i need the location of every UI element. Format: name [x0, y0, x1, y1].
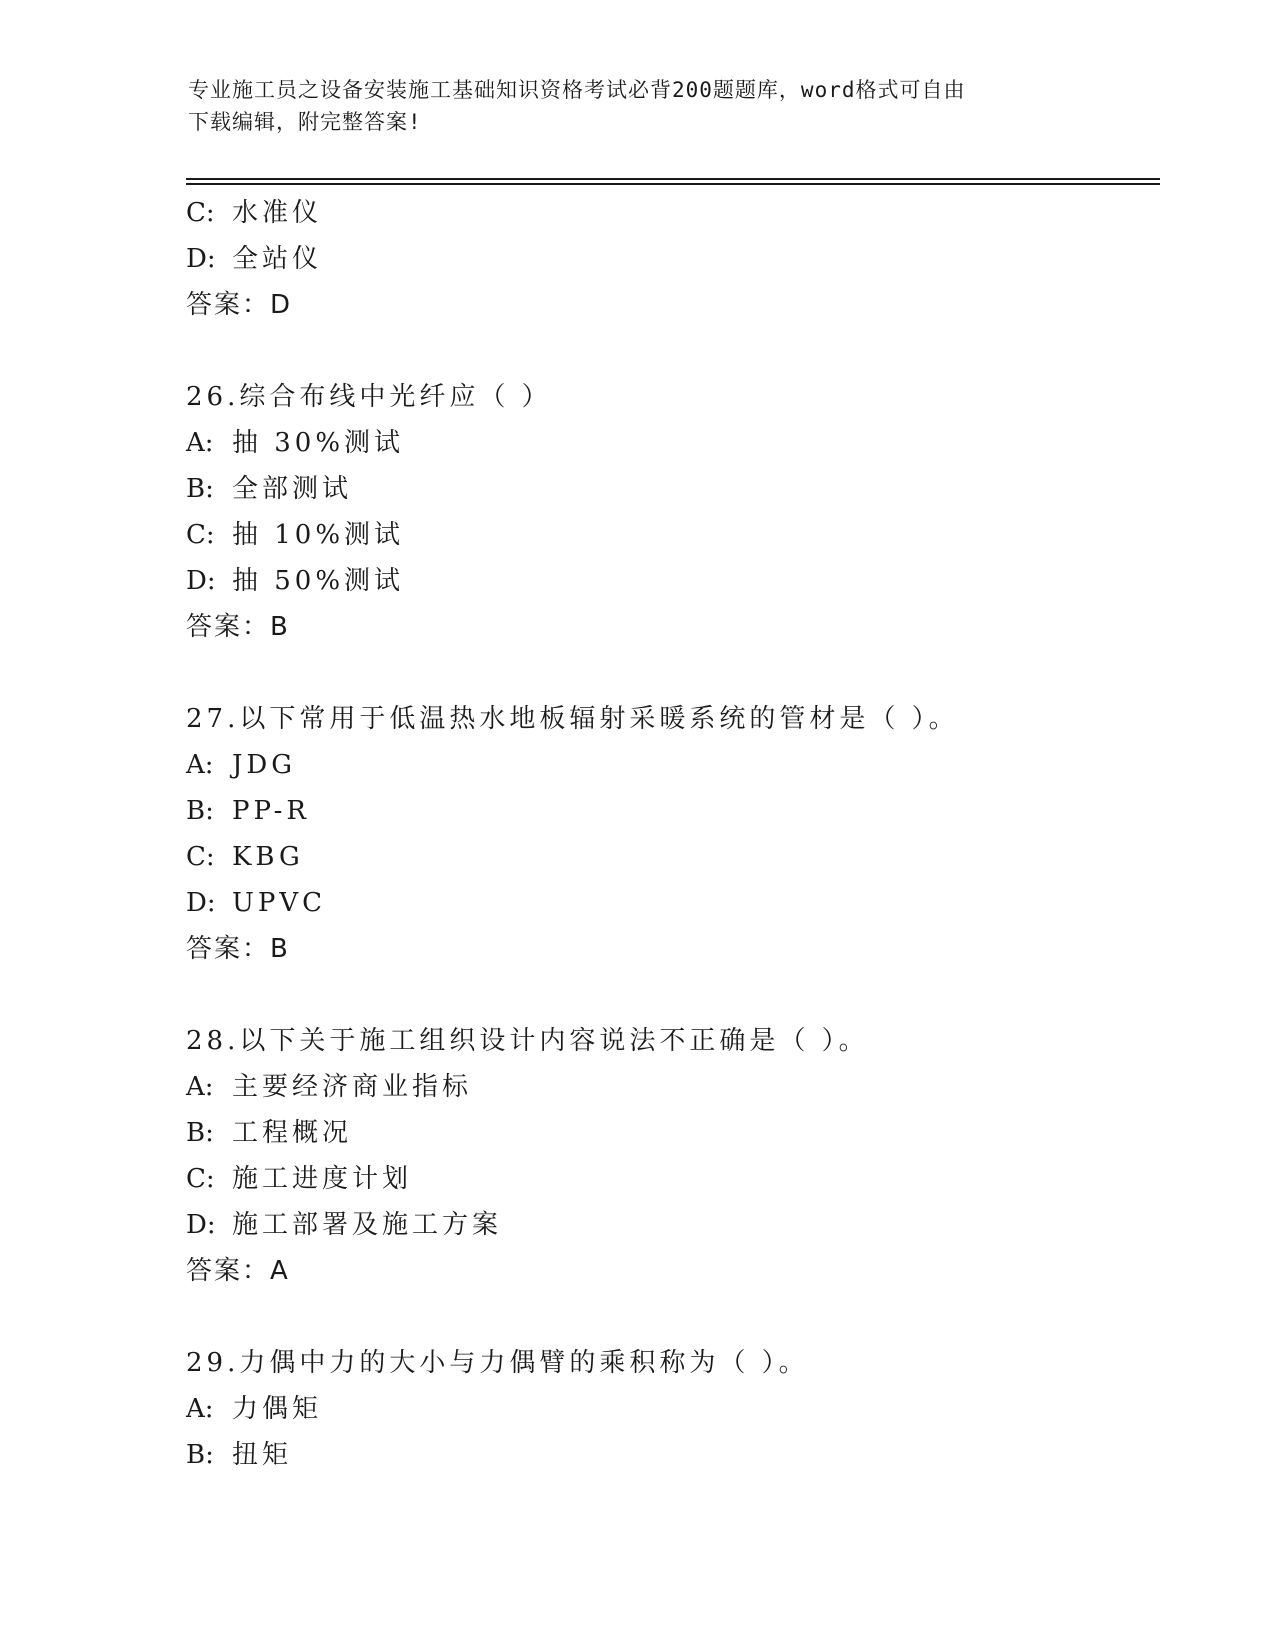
- option-text: 全部测试: [232, 474, 353, 504]
- option-letter: B:: [186, 1440, 214, 1470]
- document-header: [188, 74, 1068, 138]
- option-text: 力偶矩: [232, 1394, 323, 1424]
- header-line-1: 专业施工员之设备安装施工基础知识资格考试必背200题题库，word格式可自由: [188, 78, 966, 102]
- option-text: 抽 30%测试: [232, 428, 405, 458]
- question-29: [186, 1340, 1146, 1478]
- option-text: 施工部署及施工方案: [232, 1210, 503, 1240]
- option-letter: D:: [186, 244, 216, 274]
- option-text: 水准仪: [232, 198, 323, 228]
- header-line-2: 下载编辑，附完整答案!: [188, 110, 422, 134]
- option-letter: C:: [186, 1164, 215, 1194]
- option-letter: B:: [186, 474, 214, 504]
- header-divider-top: [186, 178, 1160, 180]
- question-27: [186, 696, 1146, 972]
- option-d: [186, 1202, 1146, 1248]
- answer: 答案：B: [186, 934, 290, 964]
- option-letter: A:: [186, 750, 214, 780]
- option-letter: B:: [186, 796, 214, 826]
- option-text: JDG: [232, 750, 297, 780]
- option-text: 工程概况: [232, 1118, 353, 1148]
- option-b: [186, 1432, 1146, 1478]
- option-text: 扭矩: [232, 1440, 293, 1470]
- option-b: [186, 466, 1146, 512]
- answer: 答案：B: [186, 612, 290, 642]
- option-c: [186, 834, 1146, 880]
- question-26: [186, 374, 1146, 650]
- option-letter: C:: [186, 842, 215, 872]
- option-text: 施工进度计划: [232, 1164, 413, 1194]
- option-letter: A:: [186, 1394, 214, 1424]
- option-d: [186, 880, 1146, 926]
- question-stem: 26.综合布线中光纤应（ ）: [186, 382, 552, 412]
- option-text: 抽 50%测试: [232, 566, 405, 596]
- option-c: [186, 190, 1146, 236]
- option-d: [186, 558, 1146, 604]
- question-stem: 27.以下常用于低温热水地板辐射采暖系统的管材是（ ）。: [186, 704, 959, 734]
- option-c: [186, 512, 1146, 558]
- answer: 答案：D: [186, 290, 293, 320]
- question-28: [186, 1018, 1146, 1294]
- option-text: 主要经济商业指标: [232, 1072, 473, 1102]
- option-text: PP-R: [232, 796, 310, 826]
- option-a: [186, 420, 1146, 466]
- option-d: [186, 236, 1146, 282]
- option-text: 抽 10%测试: [232, 520, 405, 550]
- option-letter: C:: [186, 198, 215, 228]
- question-continued: [186, 190, 1146, 328]
- option-letter: A:: [186, 428, 214, 458]
- option-b: [186, 1110, 1146, 1156]
- header-divider-bottom: [186, 183, 1160, 185]
- option-c: [186, 1156, 1146, 1202]
- option-letter: B:: [186, 1118, 214, 1148]
- option-a: [186, 742, 1146, 788]
- option-a: [186, 1386, 1146, 1432]
- option-letter: D:: [186, 1210, 216, 1240]
- option-text: KBG: [232, 842, 304, 872]
- option-letter: D:: [186, 566, 216, 596]
- question-stem: 29.力偶中力的大小与力偶臂的乘积称为（ ）。: [186, 1348, 809, 1378]
- answer: 答案：A: [186, 1256, 290, 1286]
- question-list: [186, 190, 1146, 1478]
- option-letter: C:: [186, 520, 215, 550]
- option-b: [186, 788, 1146, 834]
- question-stem: 28.以下关于施工组织设计内容说法不正确是（ ）。: [186, 1026, 869, 1056]
- option-a: [186, 1064, 1146, 1110]
- option-letter: A:: [186, 1072, 214, 1102]
- option-text: UPVC: [232, 888, 327, 918]
- option-text: 全站仪: [232, 244, 323, 274]
- option-letter: D:: [186, 888, 216, 918]
